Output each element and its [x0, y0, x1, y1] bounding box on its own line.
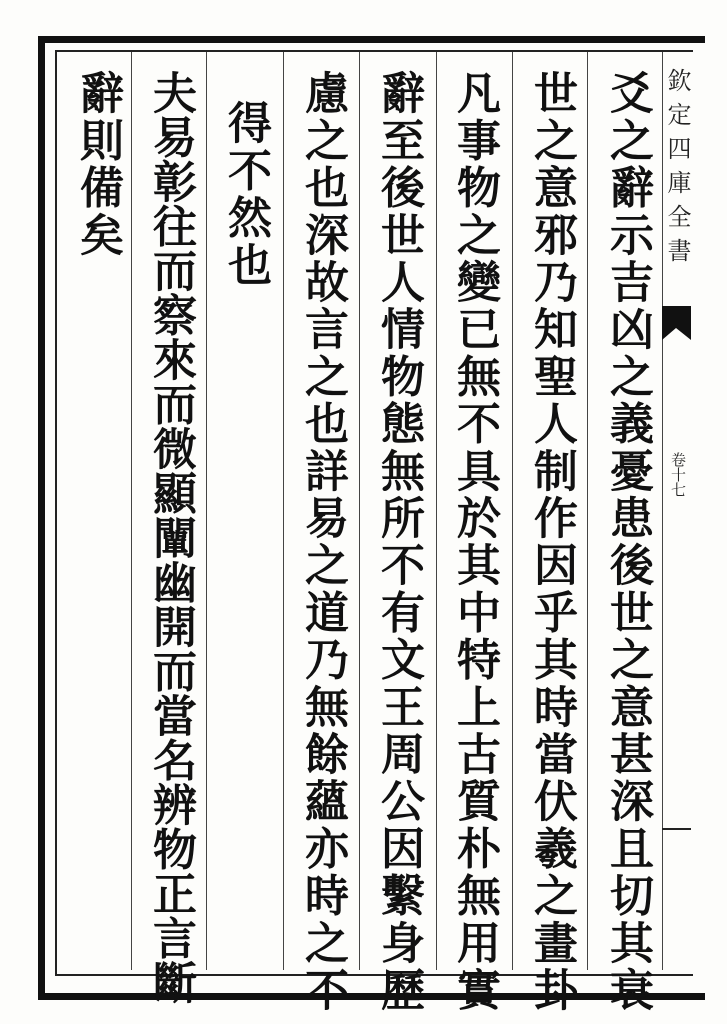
column-rule	[436, 52, 437, 970]
text-column-7: 夫易彰往而察來而微顯闡幽開而當名辨物正言斷	[145, 70, 196, 1005]
fishtail-mark	[662, 306, 691, 340]
text-column-5: 慮之也深故言之也詳易之道乃無餘蘊亦時之不	[297, 70, 348, 1014]
column-rule	[359, 52, 360, 970]
text-column-6: 得不然也	[220, 100, 271, 289]
margin-tick	[662, 828, 691, 830]
column-rule	[587, 52, 588, 970]
book-title: 欽定四庫全書	[663, 68, 691, 272]
column-rule	[131, 52, 132, 970]
text-column-8: 辭則備矣	[72, 70, 123, 259]
column-rule	[512, 52, 513, 970]
text-column-1: 爻之辭示吉凶之義憂患後世之意甚深且切其衰	[602, 70, 653, 1014]
text-column-3: 凡事物之變已無不具於其中特上古質朴無用實	[449, 70, 500, 1014]
column-rule	[283, 52, 284, 970]
juan-number: 卷十七	[669, 452, 687, 497]
column-rule	[206, 52, 207, 970]
text-column-4: 辭至後世人情物態無所不有文王周公因繫身歷	[373, 70, 424, 1014]
text-column-2: 世之意邪乃知聖人制作因乎其時當伏羲之畫卦	[526, 70, 577, 1014]
